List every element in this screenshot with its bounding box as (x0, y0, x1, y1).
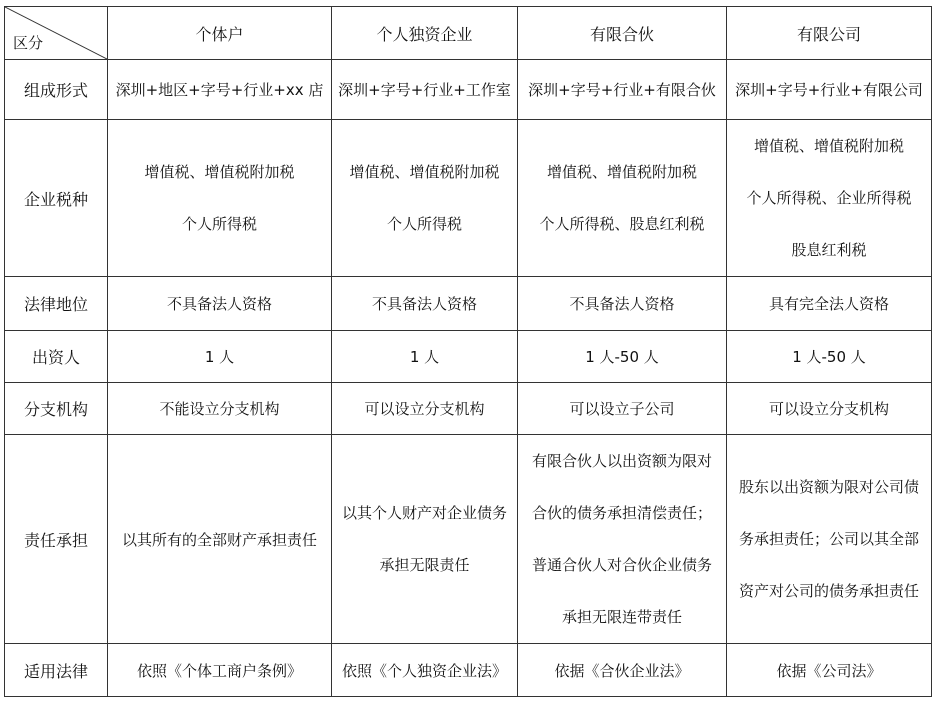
table-cell (332, 644, 518, 697)
table-cell (518, 120, 727, 277)
cell-line: 依照《个体工商户条例》 (136, 661, 302, 680)
table-cell (518, 383, 727, 435)
table-row (5, 277, 932, 331)
cell-line: 依据《合伙企业法》 (554, 661, 690, 680)
table-cell (727, 331, 932, 383)
table-cell (727, 277, 932, 331)
cell-line: 承担无限责任 (379, 556, 470, 574)
column-header: 个体户 (108, 7, 332, 60)
row-header: 企业税种 (5, 120, 108, 277)
table-cell (108, 331, 332, 383)
cell-line: 承担无限连带责任 (561, 608, 682, 626)
table-row (5, 383, 932, 435)
table-cell (332, 435, 518, 644)
table-row (5, 331, 932, 383)
row-header: 分支机构 (5, 383, 108, 435)
cell-line: 深圳+字号+行业+有限合伙 (528, 81, 716, 99)
cell-line: 1 人 (204, 348, 235, 366)
cell-line: 个人所得税、股息红利税 (539, 215, 705, 233)
table-cell (727, 383, 932, 435)
cell-line: 以其所有的全部财产承担责任 (121, 530, 317, 549)
cell-line: 增值税、增值税附加税 (546, 163, 697, 181)
corner-cell (5, 7, 108, 60)
column-header: 有限合伙 (518, 7, 727, 60)
row-header: 责任承担 (5, 435, 108, 644)
cell-line: 深圳+字号+行业+有限公司 (735, 81, 923, 99)
cell-line: 普通合伙人对合伙企业债务 (531, 556, 712, 574)
cell-line: 1 人 (409, 348, 440, 366)
cell-line: 1 人-50 人 (792, 348, 866, 366)
table-cell (727, 644, 932, 697)
row-header: 适用法律 (5, 644, 108, 697)
table-row (5, 60, 932, 120)
table-cell (108, 120, 332, 277)
cell-line: 依据《公司法》 (776, 661, 882, 680)
table-cell (332, 60, 518, 120)
table-cell (332, 120, 518, 277)
table-cell (518, 60, 727, 120)
cell-line: 股东以出资额为限对公司债 (738, 478, 919, 496)
cell-line: 不能设立分支机构 (159, 400, 280, 418)
cell-line: 以其个人财产对企业债务 (341, 504, 507, 522)
table-cell (332, 277, 518, 331)
table-row (5, 435, 932, 644)
cell-line: 增值税、增值税附加税 (753, 137, 904, 155)
table-cell (108, 60, 332, 120)
table-cell (108, 644, 332, 697)
table-cell (727, 60, 932, 120)
column-header: 有限公司 (727, 7, 932, 60)
table-cell (332, 383, 518, 435)
cell-line: 合伙的债务承担清偿责任； (531, 504, 712, 522)
corner-label: 区分 (13, 34, 44, 52)
column-header: 个人独资企业 (332, 7, 518, 60)
cell-line: 可以设立分支机构 (768, 400, 889, 418)
table-cell (727, 120, 932, 277)
row-header: 法律地位 (5, 277, 108, 331)
cell-line: 可以设立子公司 (569, 400, 675, 418)
table-cell (727, 435, 932, 644)
cell-line: 个人所得税、企业所得税 (746, 189, 912, 207)
cell-line: 不具备法人资格 (569, 295, 675, 313)
cell-line: 资产对公司的债务承担责任 (738, 582, 919, 600)
table-cell (108, 277, 332, 331)
cell-line: 增值税、增值税附加税 (144, 163, 295, 181)
table-cell (108, 435, 332, 644)
row-header: 组成形式 (5, 60, 108, 120)
cell-line: 个人所得税 (181, 215, 257, 233)
cell-line: 个人所得税 (386, 215, 462, 233)
table-row (5, 644, 932, 697)
header-row (5, 7, 932, 60)
table-cell (518, 331, 727, 383)
table-cell (332, 331, 518, 383)
table-cell (518, 277, 727, 331)
table-cell (518, 435, 727, 644)
row-header: 出资人 (5, 331, 108, 383)
cell-line: 具有完全法人资格 (768, 295, 889, 313)
table-cell (518, 644, 727, 697)
comparison-table (4, 6, 932, 697)
cell-line: 务承担责任；公司以其全部 (738, 530, 919, 548)
cell-line: 1 人-50 人 (585, 348, 659, 366)
cell-line: 依照《个人独资企业法》 (341, 661, 507, 680)
cell-line: 股息红利税 (791, 241, 867, 259)
cell-line: 增值税、增值税附加税 (349, 163, 500, 181)
cell-line: 深圳+地区+字号+行业+xx 店 (115, 81, 324, 99)
cell-line: 不具备法人资格 (166, 295, 272, 313)
table-cell (108, 383, 332, 435)
cell-line: 有限合伙人以出资额为限对 (531, 452, 712, 470)
cell-line: 可以设立分支机构 (364, 400, 485, 418)
cell-line: 不具备法人资格 (371, 295, 477, 313)
cell-line: 深圳+字号+行业+工作室 (338, 81, 511, 99)
table-row (5, 120, 932, 277)
